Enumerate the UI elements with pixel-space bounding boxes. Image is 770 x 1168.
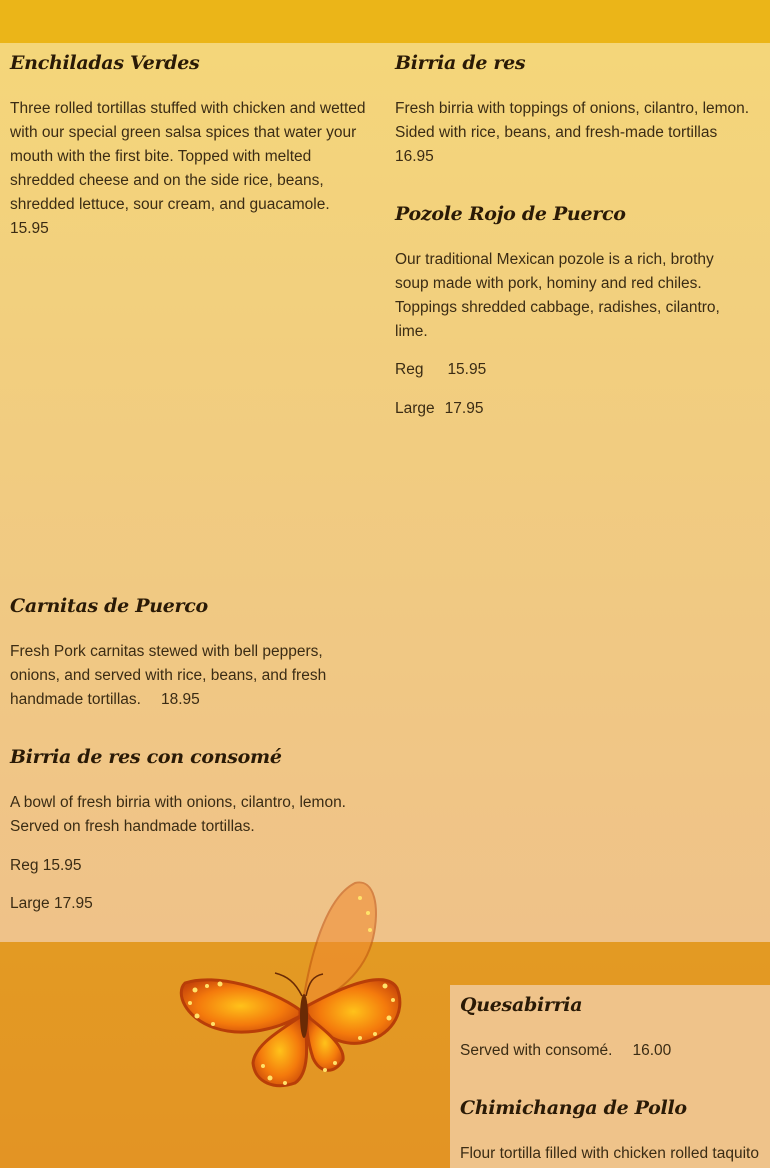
birria-consome-description: A bowl of fresh birria with onions, cilantro, lemon. Served on fresh handmade tortillas.	[10, 794, 346, 835]
pozole-large-row	[395, 397, 483, 421]
butterfly-icon	[175, 878, 405, 1093]
carnitas-price: 18.95	[160, 691, 200, 708]
pozole-large-price: 17.95	[444, 400, 484, 417]
birria-consome-large-label: Large	[10, 895, 50, 912]
top-header-bar	[0, 0, 770, 43]
carnitas-title: Carnitas de Puerco	[10, 595, 208, 617]
carnitas-description	[10, 640, 355, 712]
birria-consome-title: Birria de res con consomé	[10, 746, 282, 768]
quesabirria-row	[460, 1039, 671, 1063]
birria-consome-reg-label: Reg	[10, 857, 39, 874]
chimichanga-title: Chimichanga de Pollo	[460, 1097, 687, 1119]
birria-de-res-title: Birria de res	[395, 52, 526, 74]
enchiladas-verdes-title: Enchiladas Verdes	[10, 52, 200, 74]
pozole-large-label: Large	[395, 400, 435, 417]
pozole-description: Our traditional Mexican pozole is a rich, brothy soup made with pork, hominy and red chiles. Toppings shredded cabbage, radishes, cilantro, lime.	[395, 251, 720, 340]
pozole-title: Pozole Rojo de Puerco	[395, 203, 626, 225]
quesabirria-title: Quesabirria	[460, 994, 583, 1016]
enchiladas-verdes-price: 15.95	[10, 220, 49, 237]
birria-consome-large-row	[10, 892, 93, 916]
birria-de-res-description: Fresh birria with toppings of onions, cilantro, lemon. Sided with rice, beans, and fresh-made tortillas	[395, 100, 750, 141]
birria-de-res-price: 16.95	[395, 148, 434, 165]
birria-consome-large-price: 17.95	[53, 895, 93, 912]
pozole-reg-price: 15.95	[447, 361, 487, 378]
pozole-reg-row	[395, 358, 486, 382]
birria-consome-reg-row	[10, 854, 82, 878]
enchiladas-verdes-description: Three rolled tortillas stuffed with chicken and wetted with our special green salsa spices that water your mouth with the first bite. Topped with melted shredded cheese and on the side rice, beans, shredded lettuce, sour cream, and guacamole.	[10, 100, 366, 213]
birria-consome-reg-price: 15.95	[42, 857, 82, 874]
chimichanga-description: Flour tortilla filled with chicken rolled taquito	[460, 1145, 759, 1162]
quesabirria-description: Served with consomé.	[460, 1042, 613, 1059]
pozole-reg-label: Reg	[395, 361, 424, 378]
quesabirria-price: 16.00	[632, 1042, 672, 1059]
carnitas-description-text: Fresh Pork carnitas stewed with bell peppers, onions, and served with rice, beans, and fresh handmade tortillas.	[10, 643, 327, 708]
